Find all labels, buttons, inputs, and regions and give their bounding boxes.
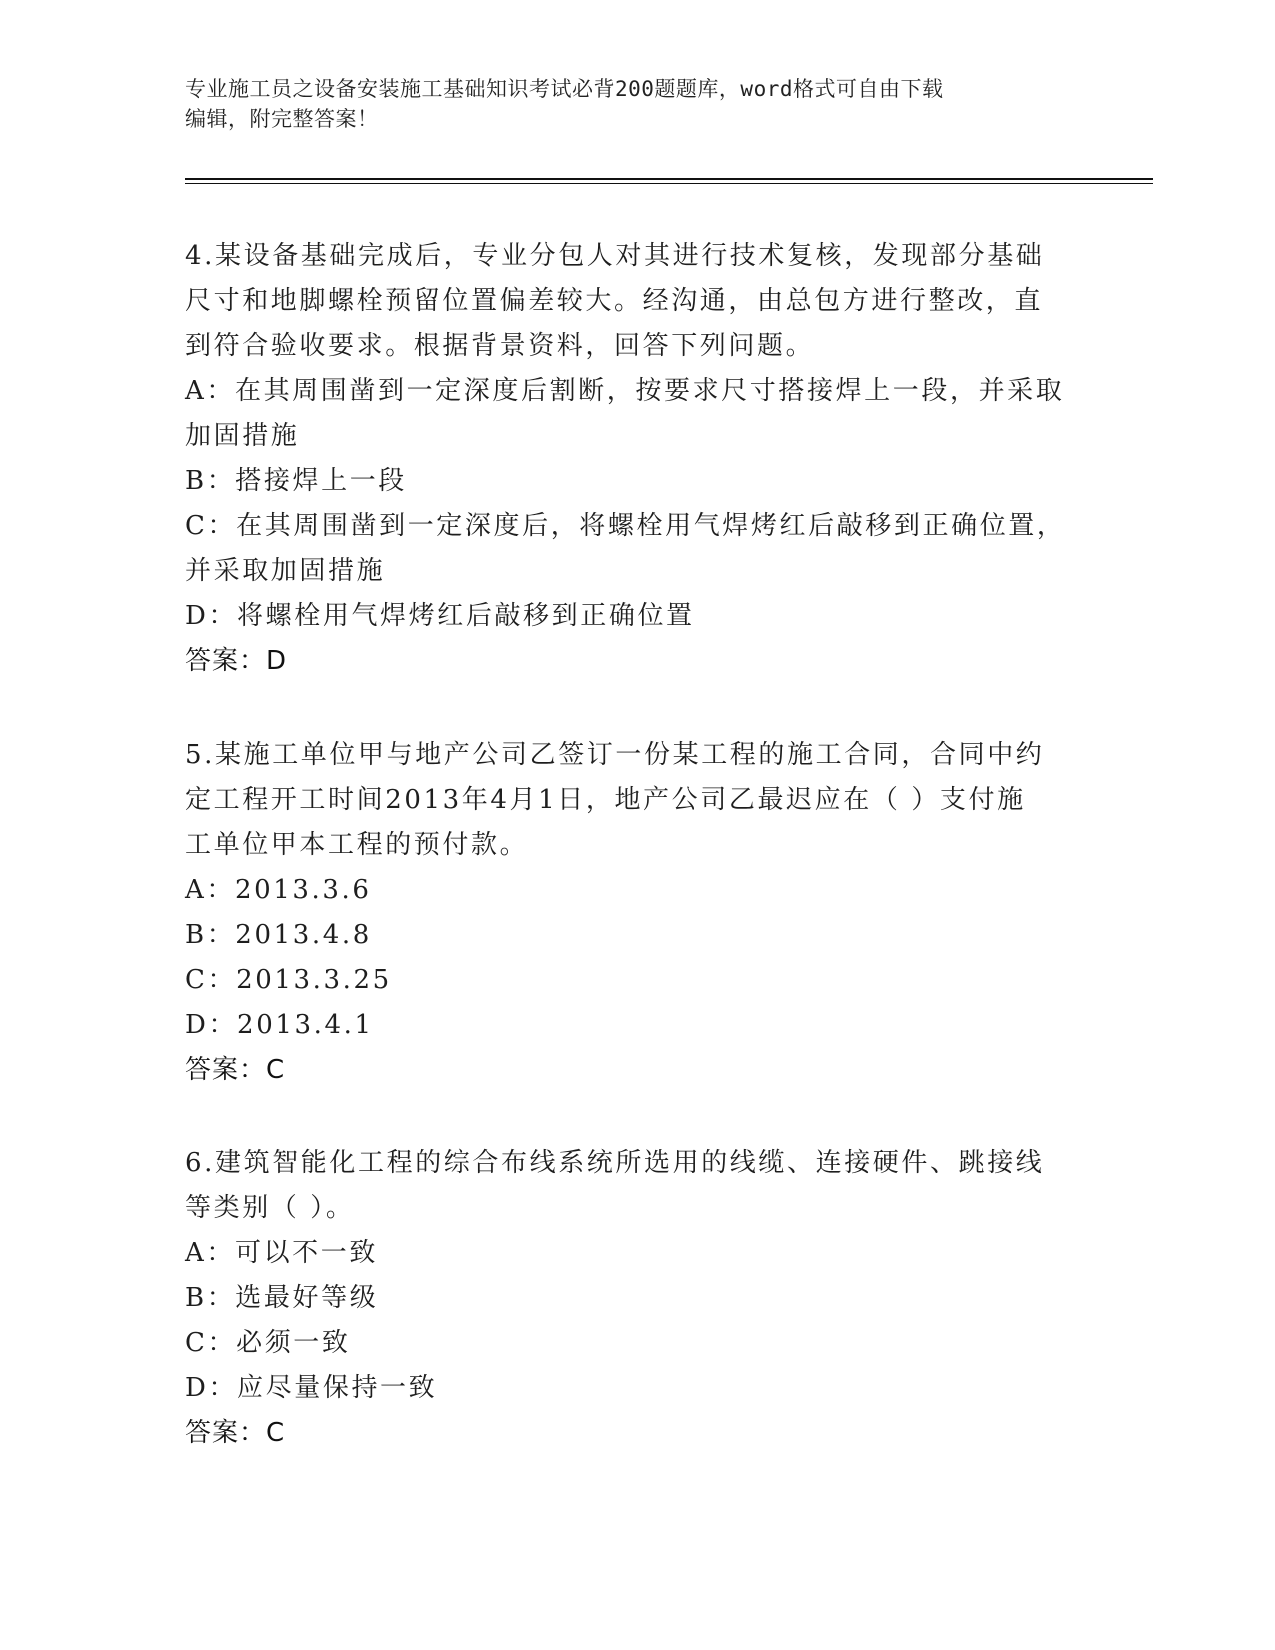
question-text-line: 尺寸和地脚螺栓预留位置偏差较大。经沟通，由总包方进行整改，直 xyxy=(185,286,1044,316)
option-a: A：2013.3.6 xyxy=(185,875,372,905)
question-text-line: 等类别（ ）。 xyxy=(185,1193,355,1223)
question-text-line: 定工程开工时间2013年4月1日，地产公司乙最迟应在（ ）支付施 xyxy=(185,785,1026,815)
question-text-line: 到符合验收要求。根据背景资料，回答下列问题。 xyxy=(185,331,815,361)
option-c: C：在其周围凿到一定深度后，将螺栓用气焊烤红后敲移到正确位置， xyxy=(185,511,1066,541)
option-c-continued: 并采取加固措施 xyxy=(185,556,386,586)
document-header xyxy=(185,74,1085,134)
option-d: D：应尽量保持一致 xyxy=(185,1373,438,1403)
answer: 答案：D xyxy=(185,646,288,676)
option-a: A：在其周围凿到一定深度后割断，按要求尺寸搭接焊上一段，并采取 xyxy=(185,376,1065,406)
option-c: C：2013.3.25 xyxy=(185,965,392,995)
header-line-1: 专业施工员之设备安装施工基础知识考试必背200题题库，word格式可自由下载 xyxy=(185,77,944,101)
question-text-line: 5.某施工单位甲与地产公司乙签订一份某工程的施工合同，合同中约 xyxy=(185,740,1045,770)
header-line-2: 编辑，附完整答案！ xyxy=(185,107,379,131)
option-d: D：2013.4.1 xyxy=(185,1010,374,1040)
question-6 xyxy=(185,1141,1085,1456)
question-text-line: 4.某设备基础完成后，专业分包人对其进行技术复核，发现部分基础 xyxy=(185,241,1045,271)
header-divider-thin xyxy=(185,183,1153,184)
option-c: C：必须一致 xyxy=(185,1328,351,1358)
answer: 答案：C xyxy=(185,1418,286,1448)
option-b: B：选最好等级 xyxy=(185,1283,379,1313)
option-a: A：可以不一致 xyxy=(185,1238,378,1268)
question-text-line: 6.建筑智能化工程的综合布线系统所选用的线缆、连接硬件、跳接线 xyxy=(185,1148,1045,1178)
question-text-line: 工单位甲本工程的预付款。 xyxy=(185,830,529,860)
option-d: D：将螺栓用气焊烤红后敲移到正确位置 xyxy=(185,601,695,631)
answer: 答案：C xyxy=(185,1055,286,1085)
header-divider-thick xyxy=(185,178,1153,180)
option-b: B：2013.4.8 xyxy=(185,920,372,950)
option-a-continued: 加固措施 xyxy=(185,421,300,451)
question-5 xyxy=(185,733,1085,1093)
option-b: B：搭接焊上一段 xyxy=(185,466,407,496)
question-4 xyxy=(185,234,1085,684)
